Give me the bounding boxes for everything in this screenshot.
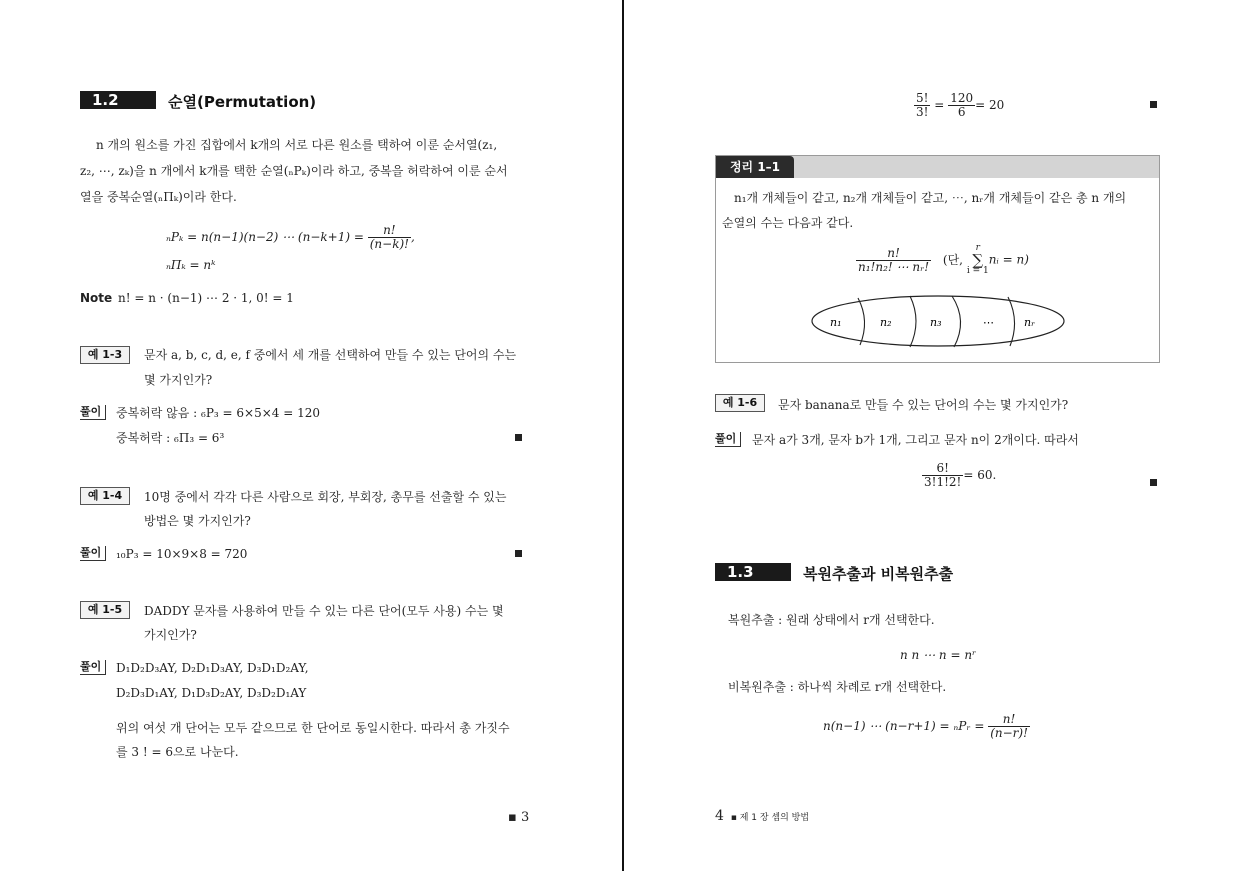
partition-divider-4 [1008,297,1015,346]
example-1-5-solution-label: 풀이 [80,660,106,675]
theorem-condition-suffix: nᵢ = n) [988,252,1029,267]
partition-label-ellipsis: ⋯ [983,316,994,329]
example-1-5-solution-line-3: 위의 여섯 개 단어는 모두 같으므로 한 단어로 동일시한다. 따라서 총 가짓수 [116,721,510,735]
intro-line-3: 열을 중복순열(ₙΠₖ)이라 한다. [80,190,237,204]
without-replacement-den: (n−r)! [990,726,1028,740]
chapter-title: ▪ 제 1 장 셈의 방법 [730,813,810,823]
repetition-permutation-formula: ₙΠₖ = nᵏ [166,258,216,272]
partition-divider-2 [910,296,916,347]
example-1-6-label: 예 1-6 [715,394,765,412]
with-replacement-formula: n n ⋯ n = nʳ [900,648,977,662]
page-number-3: ▪ 3 [508,810,530,825]
partition-label-1: n₁ [830,316,842,329]
summation-sigma: ∑ [972,251,984,269]
summation-top: r [975,243,980,253]
example-1-4-solution-line-1: ₁₀P₃ = 10×9×8 = 720 [116,547,248,561]
without-replacement-text: 비복원추출 : 하나씩 차례로 r개 선택한다. [728,680,947,694]
top-formula [914,92,1004,119]
note-text: n! = n · (n−1) ⋯ 2 · 1, 0! = 1 [118,291,294,305]
partition-ellipse-diagram [810,294,1066,350]
example-1-5-solution-line-2: D₂D₃D₁AY, D₁D₃D₂AY, D₃D₂D₁AY [116,686,307,700]
example-1-4-question-line-1: 10명 중에서 각각 다른 사람으로 회장, 부회장, 총무를 선출할 수 있는 [144,490,507,504]
example-1-6-formula [922,462,996,489]
section-title-1-2: 순열(Permutation) [168,93,317,111]
example-1-5-question-line-2: 가지인가? [144,628,197,642]
with-replacement-text: 복원추출 : 원래 상태에서 r개 선택한다. [728,613,935,627]
partition-label-r: nᵣ [1024,316,1035,329]
page-spine [622,0,624,871]
summation [967,244,989,276]
summation-bottom: i = 1 [966,266,989,276]
permutation-formula-tail: , [410,230,415,244]
theorem-1-1-box [715,155,1160,363]
end-of-proof-mark [1150,101,1157,108]
top-formula-num-1: 5! [916,91,929,105]
example-1-3-solution-line-1: 중복허락 않음 : ₆P₃ = 6×5×4 = 120 [116,406,321,420]
example-1-6-fraction-den: 3!1!2! [924,475,962,489]
theorem-fraction-den: n₁!n₂! ⋯ nᵣ! [858,259,930,274]
example-1-6-fraction [922,462,963,489]
end-of-proof-mark [515,434,522,441]
without-replacement-formula [823,713,1030,740]
example-1-6-solution-line-1: 문자 a가 3개, 문자 b가 1개, 그리고 문자 n이 2개이다. 따라서 [752,433,1079,447]
example-1-6-question: 문자 banana로 만들 수 있는 단어의 수는 몇 가지인가? [778,398,1069,412]
partition-label-2: n₂ [880,316,892,329]
theorem-formula [856,244,1029,276]
example-1-3-label: 예 1-3 [80,346,130,364]
example-1-4-solution-label: 풀이 [80,546,106,561]
example-1-6-fraction-num: 6! [922,462,963,476]
example-1-4-question-line-2: 방법은 몇 가지인가? [144,514,251,528]
permutation-formula-lhs: ₙPₖ = n(n−1)(n−2) ⋯ (n−k+1) = [166,230,364,244]
theorem-label: 정리 1–1 [716,156,794,178]
page-footer [715,808,809,824]
without-replacement-num: n! [988,713,1030,727]
example-1-3-question-line-2: 몇 가지인가? [144,373,213,387]
example-1-4-label: 예 1-4 [80,487,130,505]
permutation-fraction-num: n! [368,224,411,238]
partition-divider-1 [858,298,865,345]
partition-divider-3 [952,296,961,347]
end-of-proof-mark [1150,479,1157,486]
theorem-condition-prefix: (단, [942,252,963,267]
example-1-6-result: = 60. [963,468,997,482]
example-1-5-solution-line-4: 를 3 ! = 6으로 나눈다. [116,745,239,759]
example-1-3-solution-line-2: 중복허락 : ₆Π₃ = 6³ [116,431,225,445]
top-formula-result: = 20 [975,98,1005,112]
partition-label-3: n₃ [930,316,942,329]
section-number-1-2: 1.2 [80,91,156,109]
top-formula-num-2: 120 [950,91,974,105]
section-title-1-3: 복원추출과 비복원추출 [803,565,954,583]
example-1-5-solution-line-1: D₁D₂D₃AY, D₂D₁D₃AY, D₃D₁D₂AY, [116,661,309,675]
top-formula-fraction-1 [914,92,930,119]
intro-line-1: n 개의 원소를 가진 집합에서 k개의 서로 다른 원소를 택하여 이룬 순서열(z₁, [96,138,498,152]
top-formula-fraction-2 [948,92,975,119]
without-replacement-fraction [988,713,1030,740]
page-number-4: 4 [715,808,724,824]
theorem-line-2: 순열의 수는 다음과 같다. [722,216,854,230]
permutation-formula [166,224,415,251]
example-1-5-label: 예 1-5 [80,601,130,619]
section-number-1-3: 1.3 [715,563,791,581]
example-1-5-question-line-1: DADDY 문자를 사용하여 만들 수 있는 다른 단어(모두 사용) 수는 몇 [144,604,504,618]
theorem-fraction [856,247,931,274]
permutation-fraction [368,224,411,251]
note-label: Note [80,291,113,305]
permutation-fraction-den: (n−k)! [369,237,409,251]
end-of-proof-mark [515,550,522,557]
intro-line-2: z₂, ⋯, zₖ)을 n 개에서 k개를 택한 순열(ₙPₖ)이라 하고, 중복을 허락하여 이룬 순서 [80,164,508,178]
example-1-3-question-line-1: 문자 a, b, c, d, e, f 중에서 세 개를 선택하여 만들 수 있는 단어의 수는 [144,348,517,362]
example-1-6-solution-label: 풀이 [715,432,741,447]
theorem-fraction-num: n! [856,247,931,261]
top-formula-den-1: 3! [916,105,929,119]
example-1-3-solution-label: 풀이 [80,405,106,420]
top-formula-equals: = [934,98,945,112]
theorem-line-1: n₁개 개체들이 같고, n₂개 개체들이 같고, ⋯, nᵣ개 개체들이 같은 총 n 개의 [734,191,1127,205]
top-formula-den-2: 6 [957,105,966,119]
without-replacement-lhs: n(n−1) ⋯ (n−r+1) = ₙPᵣ = [823,719,985,733]
